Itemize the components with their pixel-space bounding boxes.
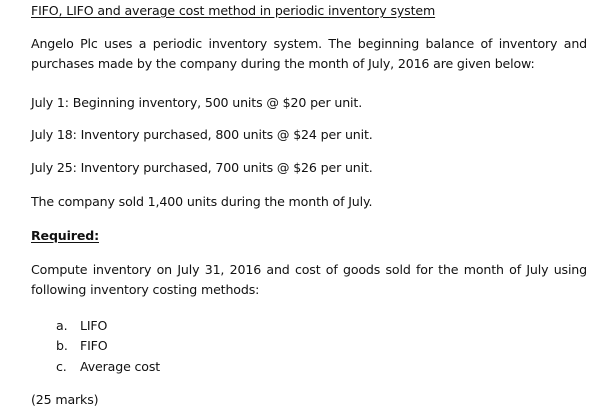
document-title: FIFO, LIFO and average cost method in periodic inventory system xyxy=(31,3,436,18)
instruction-paragraph: Compute inventory on July 31, 2016 and cost of goods sold for the month of July using following inventory costing methods: xyxy=(31,262,587,297)
method-label: Average cost xyxy=(80,359,161,374)
method-label: LIFO xyxy=(80,318,108,333)
list-marker: c. xyxy=(56,359,67,374)
list-marker: a. xyxy=(56,318,68,333)
entry-july-18: July 18: Inventory purchased, 800 units @ $24 per unit. xyxy=(31,127,373,142)
method-label: FIFO xyxy=(80,338,108,353)
list-marker: b. xyxy=(56,338,68,353)
intro-paragraph: Angelo Plc uses a periodic inventory system. The beginning balance of inventory and purchases made by the company during the month of July, 2016 are given below: xyxy=(31,36,587,71)
entry-july-1: July 1: Beginning inventory, 500 units @ $20 per unit. xyxy=(31,95,363,110)
required-heading: Required: xyxy=(31,228,99,243)
marks-note: (25 marks) xyxy=(31,392,99,407)
units-sold-statement: The company sold 1,400 units during the month of July. xyxy=(31,194,373,209)
entry-july-25: July 25: Inventory purchased, 700 units @ $26 per unit. xyxy=(31,160,373,175)
